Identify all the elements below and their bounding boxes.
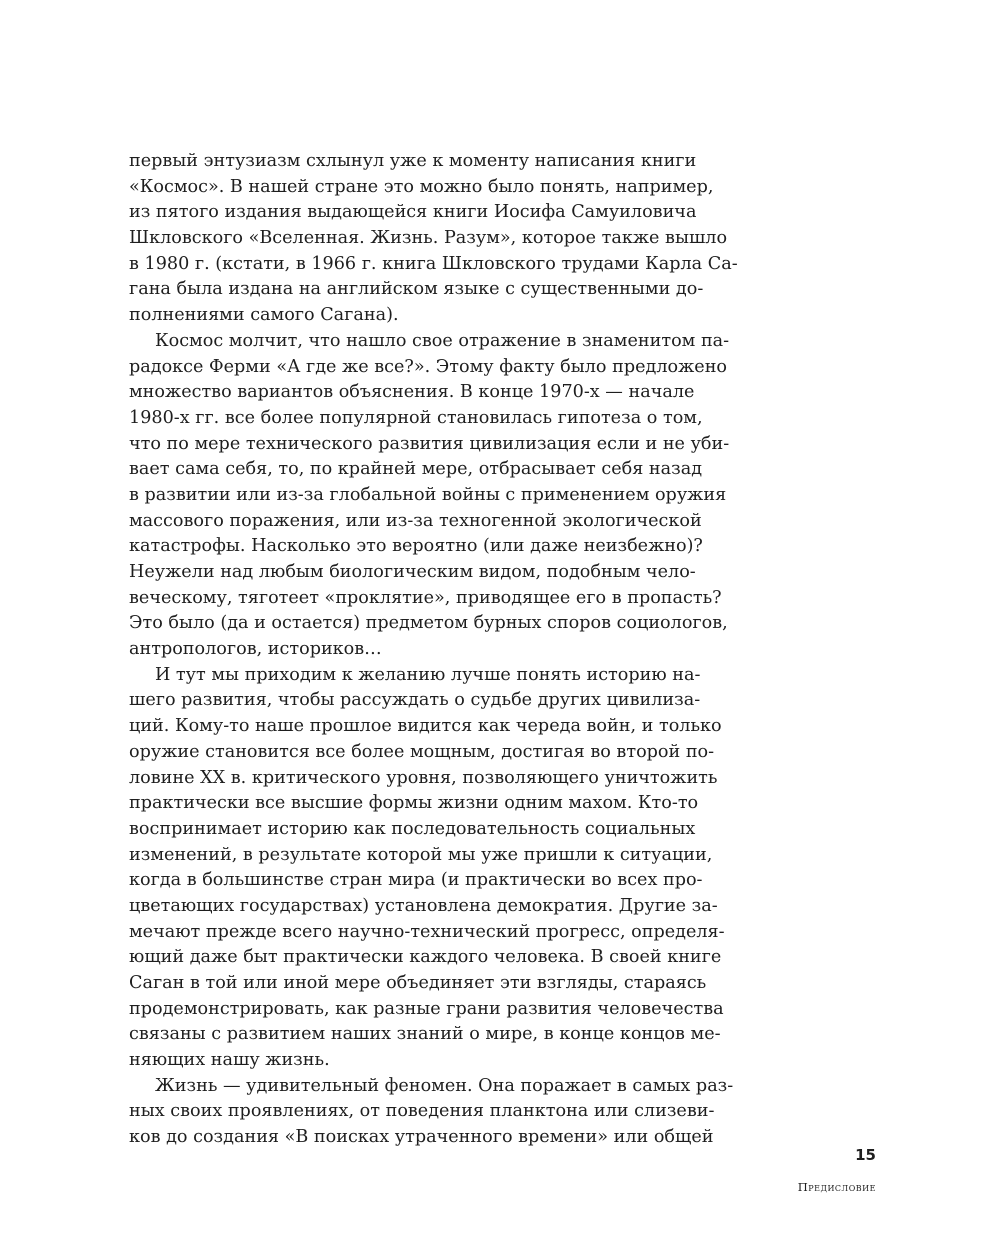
text-line: ющий даже быт практически каждого человека. В своей книге bbox=[129, 947, 722, 968]
text-line: няющих нашу жизнь. bbox=[129, 1050, 330, 1071]
text-line: радоксе Ферми «А где же все?». Этому факту было предложено bbox=[129, 356, 728, 377]
paragraph bbox=[129, 329, 730, 663]
page-number: 15 bbox=[855, 1146, 876, 1164]
text-line: вает сама себя, то, по крайней мере, отбрасывает себя назад bbox=[129, 459, 703, 480]
text-line: множество вариантов объяснения. В конце 1970-х — начале bbox=[129, 382, 695, 403]
text-line: связаны с развитием наших знаний о мире, в конце концов ме- bbox=[129, 1024, 721, 1045]
text-line: веческому, тяготеет «проклятие», приводящее его в пропасть? bbox=[129, 587, 722, 608]
text-line: 1980-х гг. все более популярной становилась гипотеза о том, bbox=[129, 407, 703, 428]
body-text bbox=[129, 149, 738, 1151]
text-line: полнениями самого Сагана). bbox=[129, 305, 399, 326]
text-line: оружие становится все более мощным, достигая во второй по- bbox=[129, 741, 715, 762]
paragraph bbox=[129, 149, 738, 329]
text-line: практически все высшие формы жизни одним махом. Кто-то bbox=[129, 793, 699, 814]
text-line: ных своих проявлениях, от поведения планктона или слизеви- bbox=[129, 1101, 715, 1122]
text-line: ловине XX в. критического уровня, позволяющего уничтожить bbox=[129, 767, 718, 788]
text-line: из пятого издания выдающейся книги Иосифа Самуиловича bbox=[129, 202, 697, 223]
running-head: Предисловие bbox=[797, 1180, 876, 1194]
text-line: Неужели над любым биологическим видом, подобным чело- bbox=[129, 562, 696, 582]
text-line: Это было (да и остается) предметом бурных споров социологов, bbox=[129, 613, 728, 634]
text-line: И тут мы приходим к желанию лучше понять историю на- bbox=[155, 664, 701, 685]
text-line: воспринимает историю как последовательность социальных bbox=[129, 818, 696, 839]
text-line: «Космос». В нашей стране это можно было понять, например, bbox=[129, 176, 714, 197]
text-line: Жизнь — удивительный феномен. Она поражает в самых раз- bbox=[155, 1075, 734, 1096]
text-line: ций. Кому-то наше прошлое видится как череда войн, и только bbox=[129, 716, 722, 737]
text-line: массового поражения, или из-за техногенной экологической bbox=[129, 510, 702, 531]
text-line: мечают прежде всего научно-технический прогресс, определя- bbox=[129, 921, 725, 942]
text-line: Саган в той или иной мере объединяет эти взгляды, стараясь bbox=[129, 973, 707, 993]
text-line: антропологов, историков… bbox=[129, 639, 382, 660]
text-line: Космос молчит, что нашло свое отражение в знаменитом па- bbox=[155, 330, 730, 351]
text-line: в 1980 г. (кстати, в 1966 г. книга Шкловского трудами Карла Са- bbox=[129, 253, 738, 274]
paragraph bbox=[129, 1074, 734, 1151]
text-line: первый энтузиазм схлынул уже к моменту написания книги bbox=[129, 151, 697, 171]
text-line: катастрофы. Насколько это вероятно (или даже неизбежно)? bbox=[129, 536, 703, 557]
text-line: изменений, в результате которой мы уже пришли к ситуации, bbox=[129, 844, 713, 865]
text-line: Шкловского «Вселенная. Жизнь. Разум», которое также вышло bbox=[129, 228, 728, 249]
text-line: цветающих государствах) установлена демократия. Другие за- bbox=[129, 895, 718, 916]
text-line: в развитии или из-за глобальной войны с применением оружия bbox=[129, 484, 727, 505]
text-line: что по мере технического развития цивилизация если и не уби- bbox=[129, 433, 730, 454]
text-line: шего развития, чтобы рассуждать о судьбе других цивилиза- bbox=[129, 690, 701, 711]
text-line: продемонстрировать, как разные грани развития человечества bbox=[129, 998, 724, 1019]
text-line: гана была издана на английском языке с существенными до- bbox=[129, 279, 704, 300]
paragraph bbox=[129, 663, 725, 1074]
text-line: когда в большинстве стран мира (и практически во всех про- bbox=[129, 870, 703, 891]
text-line: ков до создания «В поисках утраченного времени» или общей bbox=[129, 1127, 714, 1148]
